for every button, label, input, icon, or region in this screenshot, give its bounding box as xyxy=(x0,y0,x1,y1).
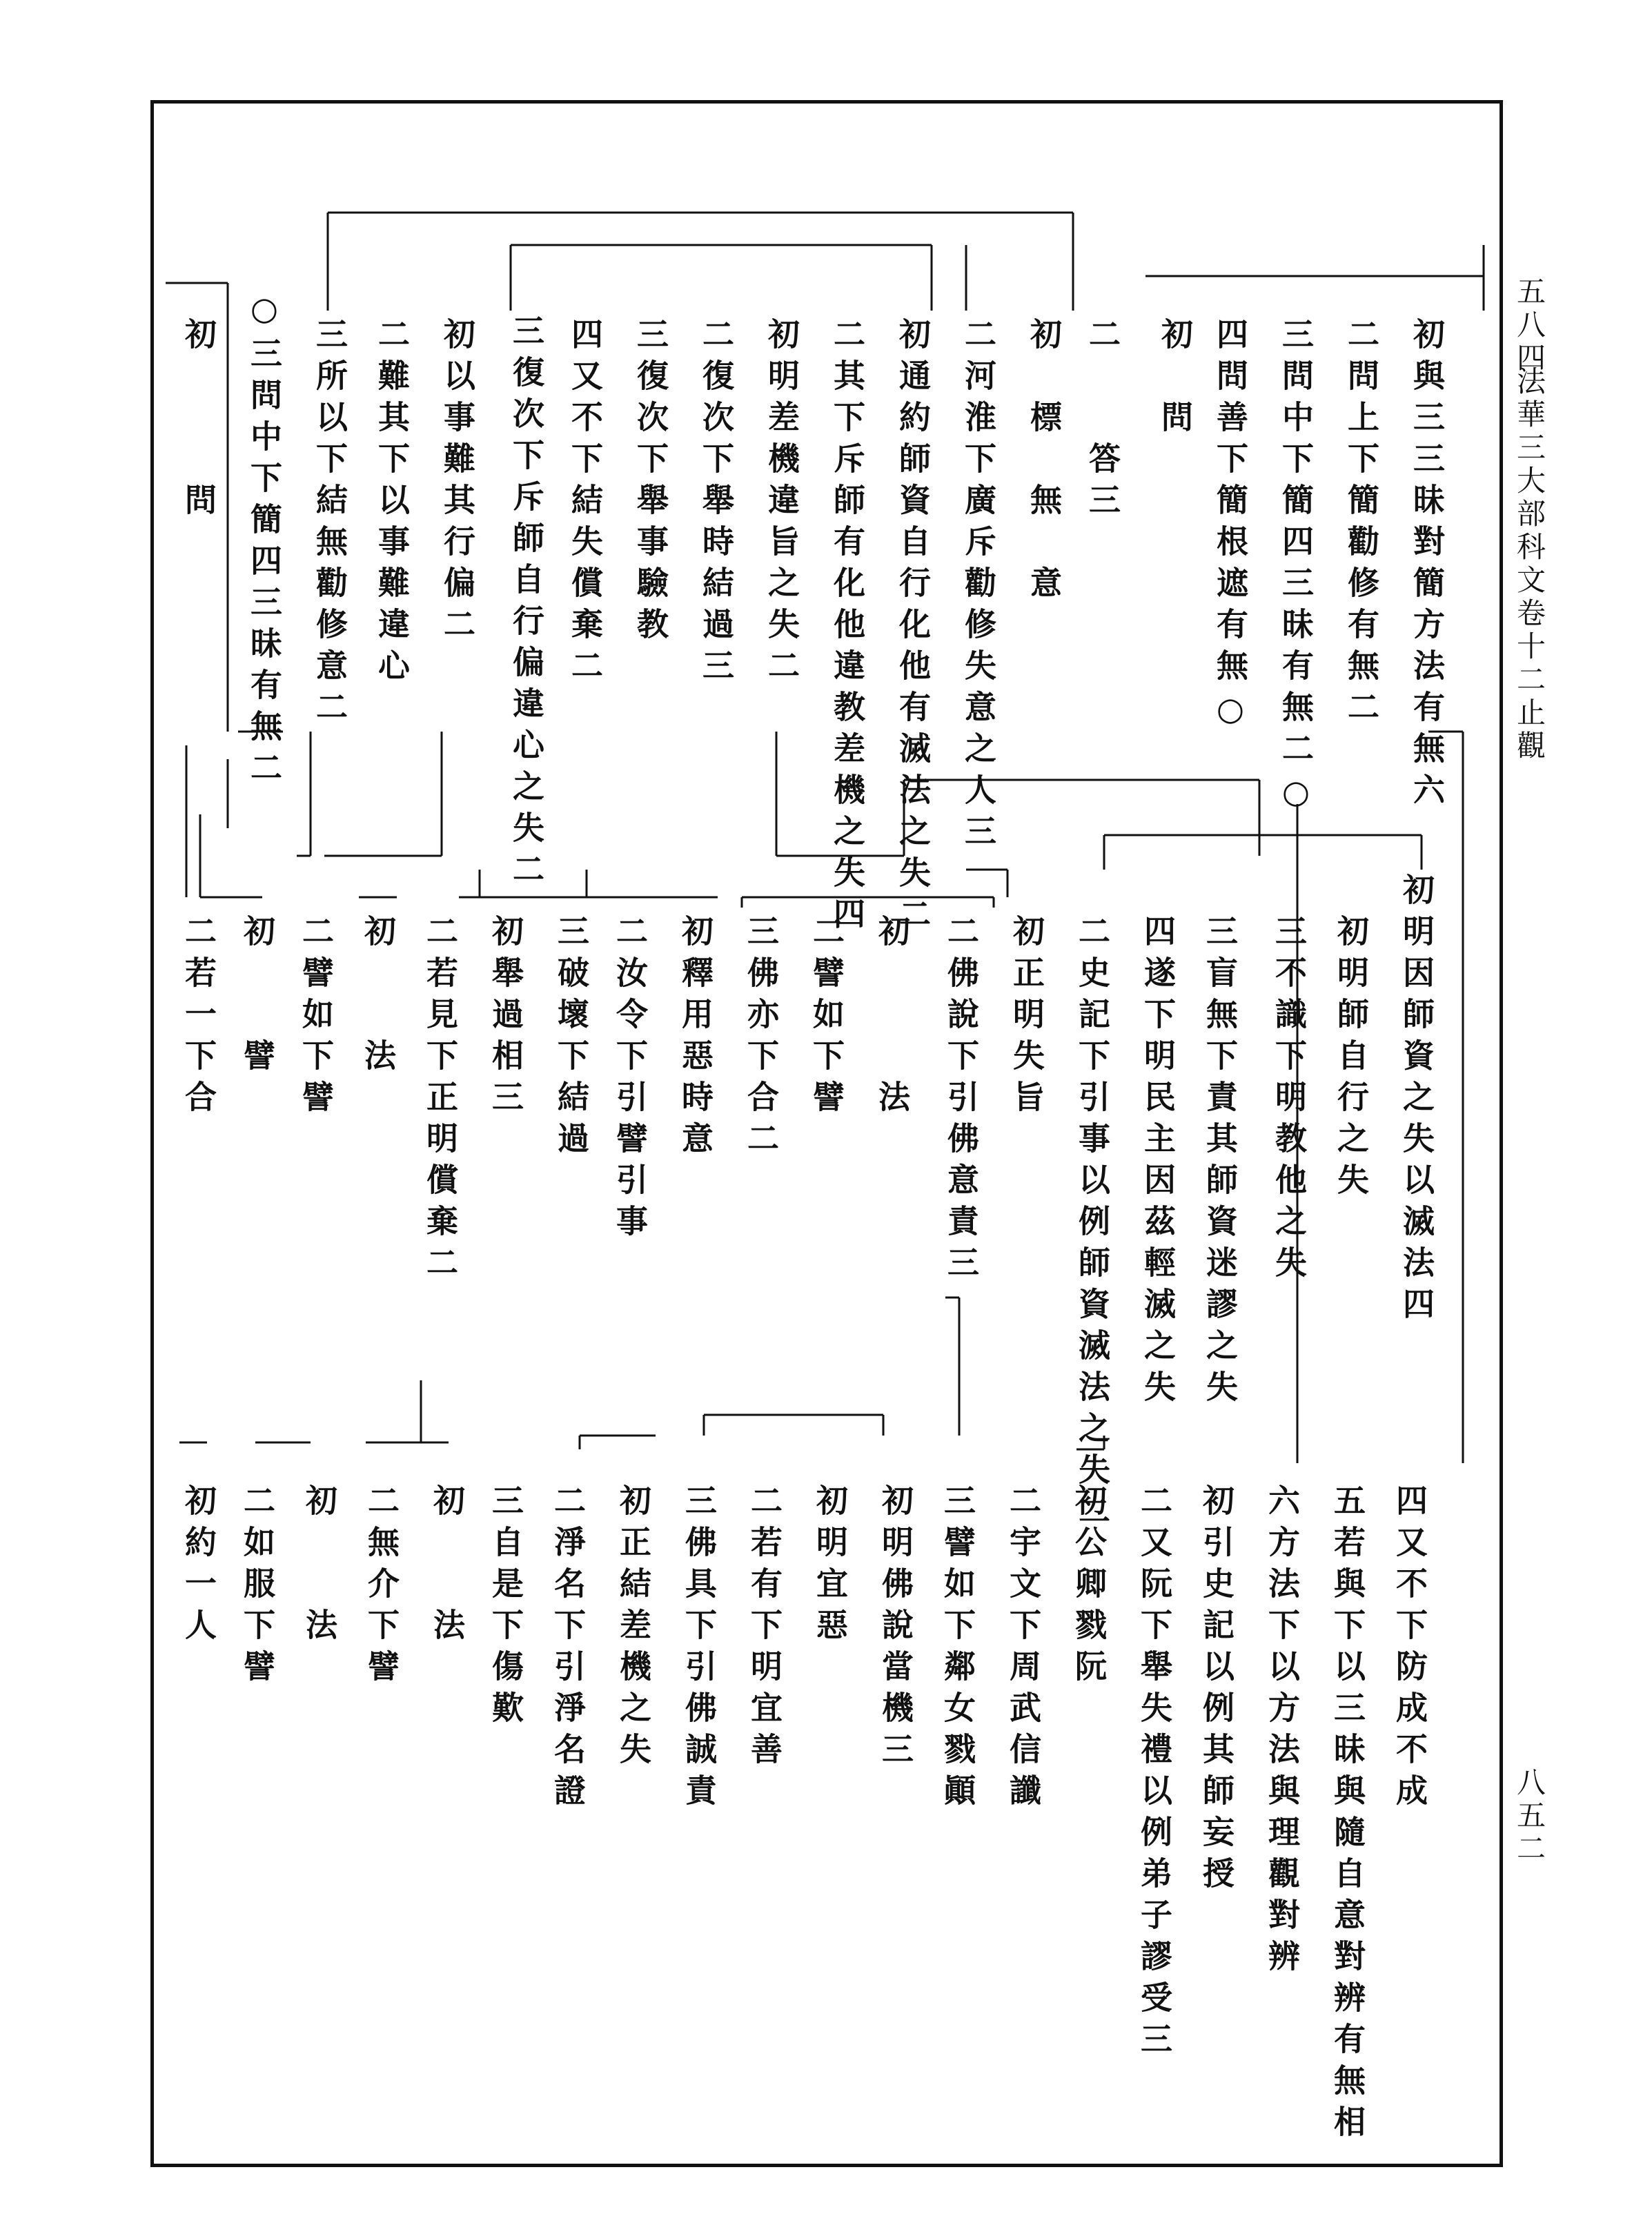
outline-entry: 初正結差機之失 xyxy=(615,1484,652,1774)
outline-entry: 三所以下結無勸修意二 xyxy=(311,317,348,732)
outline-entry: 二如服下譬 xyxy=(239,1484,276,1691)
outline-entry: 二問上下簡勸修有無二 xyxy=(1343,317,1380,732)
outline-entry: 初 法 xyxy=(429,1484,466,1649)
outline-entry: 二譬如下譬 xyxy=(808,914,845,1122)
outline-entry: 二其下斥師有化他違教差機之失四 xyxy=(829,317,866,939)
outline-entry: 二譬如下譬 xyxy=(297,914,335,1122)
outline-entry: 初約一人 xyxy=(180,1484,217,1649)
outline-entry: 三佛具下引佛誠責 xyxy=(680,1484,718,1815)
outline-entry: 初 問 xyxy=(180,317,217,525)
outline-entry: 二復次下舉時結過三 xyxy=(698,317,735,690)
outline-entry: 初明因師資之失以滅法四 xyxy=(1398,873,1435,1329)
outline-entry: 初 標 無 意 xyxy=(1025,317,1063,607)
outline-entry: 二史記下引事以例師資滅法之失二 xyxy=(1074,914,1111,1536)
outline-entry: 三不識下明教他之失 xyxy=(1270,914,1308,1287)
outline-entry: 二宇文下周武信讖 xyxy=(1005,1484,1042,1815)
outline-entry: 二 答三 xyxy=(1084,317,1121,525)
outline-entry: 初明師自行之失 xyxy=(1333,914,1370,1204)
outline-entry: 二汝令下引譬引事 xyxy=(611,914,649,1246)
outline-entry: 三譬如下鄰女戮顚 xyxy=(939,1484,976,1815)
outline-entry: 三復次下舉事驗教 xyxy=(632,317,669,649)
margin-page-number-bottom: 八五二 xyxy=(1513,1767,1546,1866)
outline-entry: 四又不下結失償棄二 xyxy=(567,317,604,690)
margin-book-title: 法華三大部科文卷十二止觀 xyxy=(1513,366,1546,763)
outline-entry: 三問中下簡四三昧有無二○ xyxy=(1277,317,1315,820)
outline-entry: 二淨名下引淨名證 xyxy=(549,1484,587,1815)
outline-entry: 初與三三昧對簡方法有無六 xyxy=(1408,317,1446,814)
outline-entry: 五若與下以三昧與隨自意對辨有無相 xyxy=(1329,1484,1366,2146)
outline-entry: 二又阮下舉失禮以例弟子謬受三 xyxy=(1136,1484,1173,2064)
outline-entry: 二佛說下引佛意責三 xyxy=(943,914,980,1287)
outline-entry: 初明宜惡 xyxy=(812,1484,849,1649)
outline-entry: 二無介下譬 xyxy=(363,1484,400,1691)
outline-entry: 初明差機違旨之失二 xyxy=(763,317,800,690)
outline-entry: 三破壞下結過 xyxy=(553,914,590,1163)
outline-entry: 二難其下以事難違心 xyxy=(373,317,411,690)
outline-entry: 三盲無下責其師資迷謬之失 xyxy=(1201,914,1239,1411)
outline-entry: 三自是下傷歎 xyxy=(487,1484,524,1732)
outline-entry: 二若一下合 xyxy=(180,914,217,1122)
outline-entry: 二若見下正明償棄二 xyxy=(422,914,459,1287)
outline-entry: 初 問 xyxy=(1157,317,1194,442)
outline-entry: 二若有下明宜善 xyxy=(746,1484,783,1774)
outline-entry: 三佛亦下合二 xyxy=(743,914,780,1163)
outline-entry: 初引史記以例其師妄授 xyxy=(1198,1484,1235,1898)
outline-entry: 初釋用惡時意 xyxy=(677,914,714,1163)
margin-page-number-top: 五八四 xyxy=(1513,276,1546,375)
outline-entry: 四遂下明民主因茲輕滅之失 xyxy=(1139,914,1177,1411)
outline-entry: 初 譬 xyxy=(239,914,276,1080)
outline-entry: 初 法 xyxy=(360,914,397,1080)
outline-entry: 二河淮下廣斥勸修失意之人三 xyxy=(960,317,997,856)
outline-entry: 初正明失旨 xyxy=(1008,914,1045,1122)
outline-entry: ○三問中下簡四三昧有無二 xyxy=(246,290,283,792)
outline-entry: 初公卿戮阮 xyxy=(1070,1484,1108,1691)
outline-entry: 初 法 xyxy=(301,1484,338,1649)
outline-entry: 初通約師資自行化他有滅法之失二 xyxy=(894,317,932,939)
outline-entry: 初 法 xyxy=(874,914,911,1122)
outline-entry: 三復次下斥師自行偏違心之失二 xyxy=(508,314,545,894)
outline-entry: 初舉過相三 xyxy=(487,914,524,1122)
outline-entry: 六方法下以方法與理觀對辨 xyxy=(1263,1484,1301,1981)
outline-entry: 四問善下簡根遮有無○ xyxy=(1212,317,1249,737)
outline-entry: 四又不下防成不成 xyxy=(1391,1484,1428,1815)
outline-entry: 初以事難其行偏二 xyxy=(439,317,476,649)
outline-entry: 初明佛說當機三 xyxy=(877,1484,914,1774)
